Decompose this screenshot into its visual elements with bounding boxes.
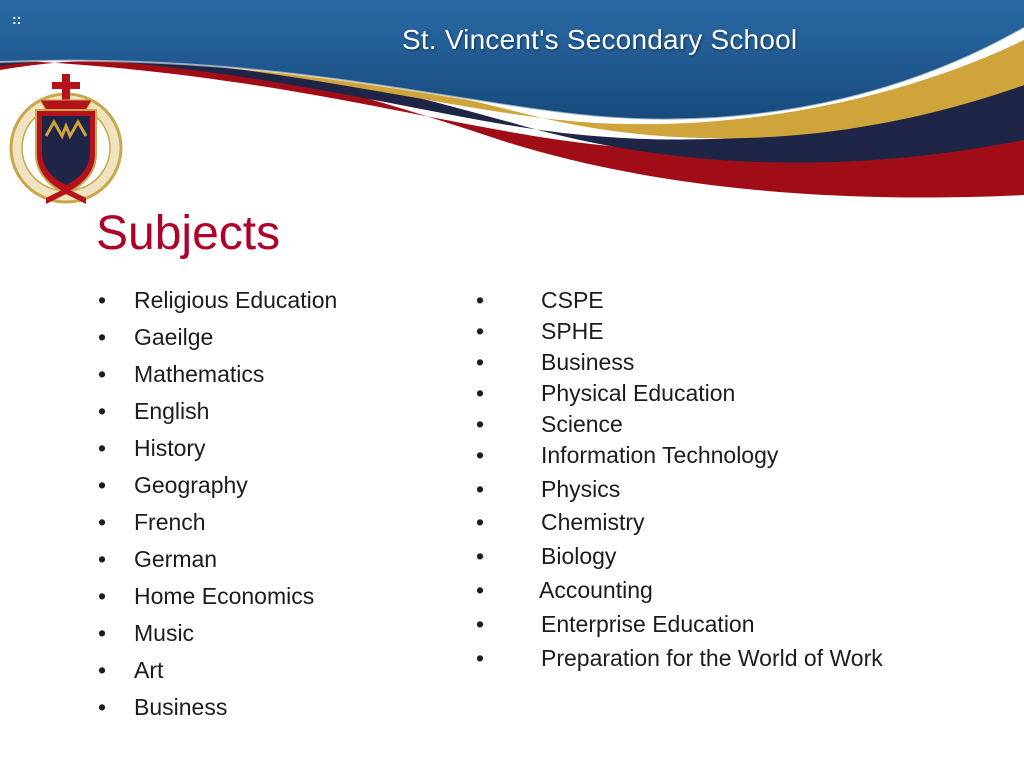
- subject-label: Art: [134, 657, 164, 683]
- bullet: •: [98, 509, 107, 535]
- subject-label: German: [134, 546, 218, 572]
- subject-label: Accounting: [539, 577, 653, 603]
- subject-label: Enterprise Education: [541, 611, 755, 637]
- bullet: •: [476, 645, 485, 671]
- slide-title: Subjects: [96, 207, 281, 260]
- corner-dots-icon: ::: [12, 11, 22, 27]
- subject-label: English: [134, 398, 210, 424]
- subject-label: Biology: [541, 543, 617, 569]
- subject-label: Gaeilge: [134, 324, 214, 350]
- bullet: •: [476, 287, 485, 313]
- school-name: St. Vincent's Secondary School: [402, 24, 798, 55]
- bullet: •: [98, 287, 107, 313]
- bullet: •: [476, 411, 485, 437]
- bullet: •: [98, 398, 107, 424]
- bullet: •: [98, 620, 107, 646]
- bullet: •: [476, 349, 485, 375]
- subject-label: Information Technology: [541, 442, 779, 468]
- bullet: •: [98, 324, 107, 350]
- subject-label: Music: [134, 620, 195, 646]
- bullet: •: [98, 472, 107, 498]
- subject-label: Mathematics: [134, 361, 265, 387]
- bullet: •: [98, 657, 107, 683]
- subject-label: Chemistry: [541, 509, 645, 535]
- bullet: •: [98, 546, 107, 572]
- subject-label: Geography: [134, 472, 248, 498]
- bullet: •: [476, 318, 485, 344]
- bullet: •: [98, 583, 107, 609]
- subject-label: History: [134, 435, 206, 461]
- subject-label: Science: [541, 411, 623, 437]
- bullet: •: [98, 694, 107, 720]
- bullet: •: [98, 361, 107, 387]
- subject-label: CSPE: [541, 287, 604, 313]
- bullet: •: [476, 380, 485, 406]
- subject-label: Religious Education: [134, 287, 338, 313]
- bullet: •: [476, 611, 485, 637]
- subject-label: Preparation for the World of Work: [541, 645, 883, 671]
- bullet: •: [476, 577, 485, 603]
- bullet: •: [98, 435, 107, 461]
- subject-label: Home Economics: [134, 583, 315, 609]
- subject-label: Business: [541, 349, 635, 375]
- bullet: •: [476, 509, 485, 535]
- subject-label: French: [134, 509, 206, 535]
- subject-label: Physical Education: [541, 380, 736, 406]
- school-crest-logo: [6, 70, 126, 210]
- subject-label: SPHE: [541, 318, 604, 344]
- bullet: •: [476, 476, 485, 502]
- subject-label: Physics: [541, 476, 621, 502]
- subject-label: Business: [134, 694, 228, 720]
- bullet: •: [476, 543, 485, 569]
- bullet: •: [476, 442, 485, 468]
